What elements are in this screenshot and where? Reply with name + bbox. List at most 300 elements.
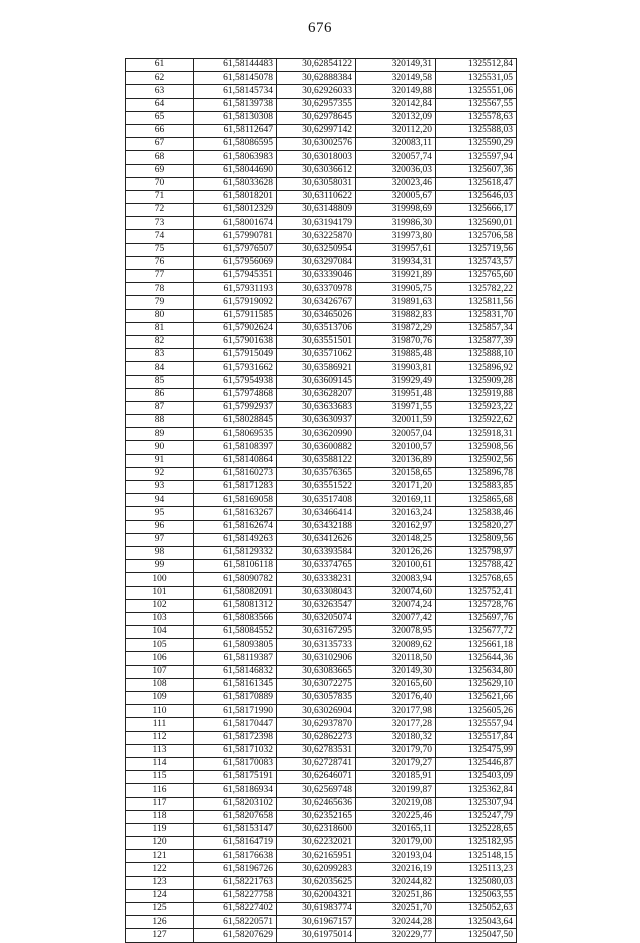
table-row bbox=[126, 507, 517, 520]
table-row bbox=[126, 784, 517, 797]
table-row bbox=[126, 349, 517, 362]
latitude-cell: 61,58083566 bbox=[194, 612, 277, 625]
latitude-cell: 61,58227402 bbox=[194, 903, 277, 916]
latitude-cell: 61,58172398 bbox=[194, 731, 277, 744]
latitude-cell: 61,58093805 bbox=[194, 639, 277, 652]
table-row bbox=[126, 217, 517, 230]
y-coordinate-cell: 1325661,18 bbox=[436, 639, 517, 652]
y-coordinate-cell: 1325838,46 bbox=[436, 507, 517, 520]
longitude-cell: 30,63370978 bbox=[277, 283, 356, 296]
longitude-cell: 30,62862273 bbox=[277, 731, 356, 744]
longitude-cell: 30,63225870 bbox=[277, 230, 356, 243]
table-row bbox=[126, 428, 517, 441]
y-coordinate-cell: 1325403,09 bbox=[436, 771, 517, 784]
x-coordinate-cell: 320112,20 bbox=[356, 124, 436, 137]
x-coordinate-cell: 320244,28 bbox=[356, 916, 436, 929]
y-coordinate-cell: 1325902,56 bbox=[436, 454, 517, 467]
table-row bbox=[126, 415, 517, 428]
longitude-cell: 30,63633683 bbox=[277, 401, 356, 414]
latitude-cell: 61,58186934 bbox=[194, 784, 277, 797]
x-coordinate-cell: 320165,11 bbox=[356, 823, 436, 836]
latitude-cell: 61,58112647 bbox=[194, 124, 277, 137]
y-coordinate-cell: 1325182,95 bbox=[436, 837, 517, 850]
longitude-cell: 30,62465636 bbox=[277, 797, 356, 810]
longitude-cell: 30,62165951 bbox=[277, 850, 356, 863]
x-coordinate-cell: 319951,48 bbox=[356, 388, 436, 401]
table-row bbox=[126, 190, 517, 203]
longitude-cell: 30,62997142 bbox=[277, 124, 356, 137]
y-coordinate-cell: 1325578,63 bbox=[436, 111, 517, 124]
y-coordinate-cell: 1325831,70 bbox=[436, 309, 517, 322]
y-coordinate-cell: 1325811,56 bbox=[436, 296, 517, 309]
x-coordinate-cell: 320176,40 bbox=[356, 692, 436, 705]
longitude-cell: 30,63308043 bbox=[277, 586, 356, 599]
x-coordinate-cell: 320244,82 bbox=[356, 876, 436, 889]
latitude-cell: 61,58176638 bbox=[194, 850, 277, 863]
latitude-cell: 61,57915049 bbox=[194, 349, 277, 362]
longitude-cell: 30,63002576 bbox=[277, 138, 356, 151]
table-row bbox=[126, 388, 517, 401]
longitude-cell: 30,63297084 bbox=[277, 256, 356, 269]
latitude-cell: 61,58171283 bbox=[194, 481, 277, 494]
longitude-cell: 30,62957355 bbox=[277, 98, 356, 111]
latitude-cell: 61,58196726 bbox=[194, 863, 277, 876]
y-coordinate-cell: 1325644,36 bbox=[436, 652, 517, 665]
table-row bbox=[126, 586, 517, 599]
latitude-cell: 61,58207658 bbox=[194, 810, 277, 823]
x-coordinate-cell: 320142,84 bbox=[356, 98, 436, 111]
latitude-cell: 61,58171990 bbox=[194, 705, 277, 718]
y-coordinate-cell: 1325052,63 bbox=[436, 903, 517, 916]
x-coordinate-cell: 320251,70 bbox=[356, 903, 436, 916]
point-number-cell: 67 bbox=[126, 138, 194, 151]
y-coordinate-cell: 1325634,80 bbox=[436, 665, 517, 678]
table-row bbox=[126, 823, 517, 836]
table-row bbox=[126, 243, 517, 256]
x-coordinate-cell: 320089,62 bbox=[356, 639, 436, 652]
point-number-cell: 102 bbox=[126, 599, 194, 612]
latitude-cell: 61,57976507 bbox=[194, 243, 277, 256]
y-coordinate-cell: 1325228,65 bbox=[436, 823, 517, 836]
x-coordinate-cell: 320118,50 bbox=[356, 652, 436, 665]
x-coordinate-cell: 320185,91 bbox=[356, 771, 436, 784]
x-coordinate-cell: 320149,58 bbox=[356, 72, 436, 85]
latitude-cell: 61,57902624 bbox=[194, 322, 277, 335]
table-row bbox=[126, 296, 517, 309]
latitude-cell: 61,57974868 bbox=[194, 388, 277, 401]
x-coordinate-cell: 320023,46 bbox=[356, 177, 436, 190]
table-row bbox=[126, 665, 517, 678]
latitude-cell: 61,58086595 bbox=[194, 138, 277, 151]
point-number-cell: 65 bbox=[126, 111, 194, 124]
point-number-cell: 121 bbox=[126, 850, 194, 863]
x-coordinate-cell: 320169,11 bbox=[356, 494, 436, 507]
y-coordinate-cell: 1325307,94 bbox=[436, 797, 517, 810]
table-row bbox=[126, 639, 517, 652]
table-row bbox=[126, 560, 517, 573]
longitude-cell: 30,63466414 bbox=[277, 507, 356, 520]
latitude-cell: 61,58129332 bbox=[194, 546, 277, 559]
table-row bbox=[126, 757, 517, 770]
y-coordinate-cell: 1325690,01 bbox=[436, 217, 517, 230]
longitude-cell: 30,63205074 bbox=[277, 612, 356, 625]
point-number-cell: 123 bbox=[126, 876, 194, 889]
y-coordinate-cell: 1325148,15 bbox=[436, 850, 517, 863]
longitude-cell: 30,63588122 bbox=[277, 454, 356, 467]
point-number-cell: 97 bbox=[126, 533, 194, 546]
table-row bbox=[126, 810, 517, 823]
x-coordinate-cell: 320180,32 bbox=[356, 731, 436, 744]
x-coordinate-cell: 320083,94 bbox=[356, 573, 436, 586]
latitude-cell: 61,58175191 bbox=[194, 771, 277, 784]
latitude-cell: 61,58140864 bbox=[194, 454, 277, 467]
latitude-cell: 61,58130308 bbox=[194, 111, 277, 124]
longitude-cell: 30,63102906 bbox=[277, 652, 356, 665]
longitude-cell: 30,63026904 bbox=[277, 705, 356, 718]
y-coordinate-cell: 1325719,56 bbox=[436, 243, 517, 256]
latitude-cell: 61,58108397 bbox=[194, 441, 277, 454]
x-coordinate-cell: 320251,86 bbox=[356, 889, 436, 902]
longitude-cell: 30,62783531 bbox=[277, 744, 356, 757]
table-row bbox=[126, 889, 517, 902]
point-number-cell: 64 bbox=[126, 98, 194, 111]
longitude-cell: 30,63571062 bbox=[277, 349, 356, 362]
table-row bbox=[126, 204, 517, 217]
x-coordinate-cell: 319891,63 bbox=[356, 296, 436, 309]
x-coordinate-cell: 320162,97 bbox=[356, 520, 436, 533]
point-number-cell: 118 bbox=[126, 810, 194, 823]
x-coordinate-cell: 320193,04 bbox=[356, 850, 436, 863]
point-number-cell: 80 bbox=[126, 309, 194, 322]
longitude-cell: 30,63576365 bbox=[277, 467, 356, 480]
x-coordinate-cell: 320177,98 bbox=[356, 705, 436, 718]
longitude-cell: 30,63339046 bbox=[277, 270, 356, 283]
point-number-cell: 124 bbox=[126, 889, 194, 902]
point-number-cell: 116 bbox=[126, 784, 194, 797]
point-number-cell: 103 bbox=[126, 612, 194, 625]
coordinates-table bbox=[125, 58, 517, 943]
longitude-cell: 30,62569748 bbox=[277, 784, 356, 797]
point-number-cell: 88 bbox=[126, 415, 194, 428]
latitude-cell: 61,57954938 bbox=[194, 375, 277, 388]
y-coordinate-cell: 1325597,94 bbox=[436, 151, 517, 164]
table-row bbox=[126, 705, 517, 718]
x-coordinate-cell: 320100,61 bbox=[356, 560, 436, 573]
latitude-cell: 61,58149263 bbox=[194, 533, 277, 546]
point-number-cell: 84 bbox=[126, 362, 194, 375]
y-coordinate-cell: 1325782,22 bbox=[436, 283, 517, 296]
x-coordinate-cell: 319973,80 bbox=[356, 230, 436, 243]
point-number-cell: 117 bbox=[126, 797, 194, 810]
page-number: 676 bbox=[308, 20, 332, 36]
table-row bbox=[126, 837, 517, 850]
y-coordinate-cell: 1325446,87 bbox=[436, 757, 517, 770]
x-coordinate-cell: 320074,60 bbox=[356, 586, 436, 599]
x-coordinate-cell: 320005,67 bbox=[356, 190, 436, 203]
point-number-cell: 90 bbox=[126, 441, 194, 454]
point-number-cell: 98 bbox=[126, 546, 194, 559]
point-number-cell: 93 bbox=[126, 481, 194, 494]
x-coordinate-cell: 320100,57 bbox=[356, 441, 436, 454]
latitude-cell: 61,58012329 bbox=[194, 204, 277, 217]
table-row bbox=[126, 72, 517, 85]
table-row bbox=[126, 59, 517, 72]
latitude-cell: 61,57931662 bbox=[194, 362, 277, 375]
table-row bbox=[126, 375, 517, 388]
longitude-cell: 30,63551522 bbox=[277, 481, 356, 494]
latitude-cell: 61,58170447 bbox=[194, 718, 277, 731]
point-number-cell: 92 bbox=[126, 467, 194, 480]
point-number-cell: 72 bbox=[126, 204, 194, 217]
x-coordinate-cell: 320216,19 bbox=[356, 863, 436, 876]
longitude-cell: 30,62646071 bbox=[277, 771, 356, 784]
table-row bbox=[126, 309, 517, 322]
latitude-cell: 61,58207629 bbox=[194, 929, 277, 942]
y-coordinate-cell: 1325567,55 bbox=[436, 98, 517, 111]
longitude-cell: 30,61983774 bbox=[277, 903, 356, 916]
x-coordinate-cell: 320179,27 bbox=[356, 757, 436, 770]
longitude-cell: 30,63263547 bbox=[277, 599, 356, 612]
longitude-cell: 30,62004321 bbox=[277, 889, 356, 902]
x-coordinate-cell: 320177,28 bbox=[356, 718, 436, 731]
y-coordinate-cell: 1325605,26 bbox=[436, 705, 517, 718]
latitude-cell: 61,58001674 bbox=[194, 217, 277, 230]
longitude-cell: 30,63338231 bbox=[277, 573, 356, 586]
table-row bbox=[126, 401, 517, 414]
latitude-cell: 61,58146832 bbox=[194, 665, 277, 678]
x-coordinate-cell: 320163,24 bbox=[356, 507, 436, 520]
latitude-cell: 61,58171032 bbox=[194, 744, 277, 757]
table-row bbox=[126, 335, 517, 348]
latitude-cell: 61,58044690 bbox=[194, 164, 277, 177]
y-coordinate-cell: 1325788,42 bbox=[436, 560, 517, 573]
point-number-cell: 78 bbox=[126, 283, 194, 296]
table-row bbox=[126, 850, 517, 863]
point-number-cell: 109 bbox=[126, 692, 194, 705]
x-coordinate-cell: 319971,55 bbox=[356, 401, 436, 414]
table-row bbox=[126, 322, 517, 335]
table-row bbox=[126, 573, 517, 586]
longitude-cell: 30,63058031 bbox=[277, 177, 356, 190]
latitude-cell: 61,57901638 bbox=[194, 335, 277, 348]
y-coordinate-cell: 1325865,68 bbox=[436, 494, 517, 507]
table-row bbox=[126, 612, 517, 625]
x-coordinate-cell: 320083,11 bbox=[356, 138, 436, 151]
longitude-cell: 30,63036612 bbox=[277, 164, 356, 177]
y-coordinate-cell: 1325919,88 bbox=[436, 388, 517, 401]
point-number-cell: 77 bbox=[126, 270, 194, 283]
point-number-cell: 114 bbox=[126, 757, 194, 770]
latitude-cell: 61,57931193 bbox=[194, 283, 277, 296]
latitude-cell: 61,58082091 bbox=[194, 586, 277, 599]
point-number-cell: 62 bbox=[126, 72, 194, 85]
y-coordinate-cell: 1325362,84 bbox=[436, 784, 517, 797]
y-coordinate-cell: 1325629,10 bbox=[436, 678, 517, 691]
y-coordinate-cell: 1325809,56 bbox=[436, 533, 517, 546]
point-number-cell: 127 bbox=[126, 929, 194, 942]
table-row bbox=[126, 124, 517, 137]
x-coordinate-cell: 320036,03 bbox=[356, 164, 436, 177]
table-row bbox=[126, 164, 517, 177]
point-number-cell: 76 bbox=[126, 256, 194, 269]
table-row bbox=[126, 744, 517, 757]
longitude-cell: 30,63135733 bbox=[277, 639, 356, 652]
table-row bbox=[126, 362, 517, 375]
y-coordinate-cell: 1325752,41 bbox=[436, 586, 517, 599]
x-coordinate-cell: 319934,31 bbox=[356, 256, 436, 269]
table-row bbox=[126, 797, 517, 810]
x-coordinate-cell: 320179,00 bbox=[356, 837, 436, 850]
x-coordinate-cell: 320179,70 bbox=[356, 744, 436, 757]
table-row bbox=[126, 270, 517, 283]
latitude-cell: 61,58164719 bbox=[194, 837, 277, 850]
longitude-cell: 30,61975014 bbox=[277, 929, 356, 942]
y-coordinate-cell: 1325475,99 bbox=[436, 744, 517, 757]
longitude-cell: 30,63250954 bbox=[277, 243, 356, 256]
table-row bbox=[126, 599, 517, 612]
y-coordinate-cell: 1325798,97 bbox=[436, 546, 517, 559]
point-number-cell: 112 bbox=[126, 731, 194, 744]
latitude-cell: 61,58170889 bbox=[194, 692, 277, 705]
longitude-cell: 30,63412626 bbox=[277, 533, 356, 546]
longitude-cell: 30,62854122 bbox=[277, 59, 356, 72]
table-row bbox=[126, 626, 517, 639]
point-number-cell: 85 bbox=[126, 375, 194, 388]
x-coordinate-cell: 319921,89 bbox=[356, 270, 436, 283]
table-row bbox=[126, 454, 517, 467]
longitude-cell: 30,63194179 bbox=[277, 217, 356, 230]
table-row bbox=[126, 520, 517, 533]
point-number-cell: 108 bbox=[126, 678, 194, 691]
point-number-cell: 122 bbox=[126, 863, 194, 876]
point-number-cell: 119 bbox=[126, 823, 194, 836]
point-number-cell: 82 bbox=[126, 335, 194, 348]
point-number-cell: 120 bbox=[126, 837, 194, 850]
table-row bbox=[126, 678, 517, 691]
table-row bbox=[126, 467, 517, 480]
table-row bbox=[126, 283, 517, 296]
longitude-cell: 30,62926033 bbox=[277, 85, 356, 98]
longitude-cell: 30,63551501 bbox=[277, 335, 356, 348]
latitude-cell: 61,58139738 bbox=[194, 98, 277, 111]
x-coordinate-cell: 320011,59 bbox=[356, 415, 436, 428]
point-number-cell: 110 bbox=[126, 705, 194, 718]
point-number-cell: 125 bbox=[126, 903, 194, 916]
point-number-cell: 107 bbox=[126, 665, 194, 678]
point-number-cell: 101 bbox=[126, 586, 194, 599]
x-coordinate-cell: 320057,74 bbox=[356, 151, 436, 164]
x-coordinate-cell: 320165,60 bbox=[356, 678, 436, 691]
x-coordinate-cell: 319905,75 bbox=[356, 283, 436, 296]
longitude-cell: 30,62937870 bbox=[277, 718, 356, 731]
latitude-cell: 61,58221763 bbox=[194, 876, 277, 889]
longitude-cell: 30,63018003 bbox=[277, 151, 356, 164]
table-row bbox=[126, 718, 517, 731]
x-coordinate-cell: 320149,31 bbox=[356, 59, 436, 72]
y-coordinate-cell: 1325512,84 bbox=[436, 59, 517, 72]
point-number-cell: 94 bbox=[126, 494, 194, 507]
longitude-cell: 30,63072275 bbox=[277, 678, 356, 691]
longitude-cell: 30,63630937 bbox=[277, 415, 356, 428]
longitude-cell: 30,63148809 bbox=[277, 204, 356, 217]
latitude-cell: 61,58084552 bbox=[194, 626, 277, 639]
y-coordinate-cell: 1325618,47 bbox=[436, 177, 517, 190]
table-row bbox=[126, 876, 517, 889]
point-number-cell: 100 bbox=[126, 573, 194, 586]
longitude-cell: 30,62978645 bbox=[277, 111, 356, 124]
table-row bbox=[126, 98, 517, 111]
y-coordinate-cell: 1325908,56 bbox=[436, 441, 517, 454]
x-coordinate-cell: 320057,04 bbox=[356, 428, 436, 441]
latitude-cell: 61,57911585 bbox=[194, 309, 277, 322]
y-coordinate-cell: 1325743,57 bbox=[436, 256, 517, 269]
x-coordinate-cell: 319903,81 bbox=[356, 362, 436, 375]
point-number-cell: 79 bbox=[126, 296, 194, 309]
longitude-cell: 30,62888384 bbox=[277, 72, 356, 85]
latitude-cell: 61,57990781 bbox=[194, 230, 277, 243]
y-coordinate-cell: 1325923,22 bbox=[436, 401, 517, 414]
latitude-cell: 61,57992937 bbox=[194, 401, 277, 414]
longitude-cell: 30,63628207 bbox=[277, 388, 356, 401]
y-coordinate-cell: 1325857,34 bbox=[436, 322, 517, 335]
point-number-cell: 115 bbox=[126, 771, 194, 784]
point-number-cell: 91 bbox=[126, 454, 194, 467]
y-coordinate-cell: 1325697,76 bbox=[436, 612, 517, 625]
longitude-cell: 30,61967157 bbox=[277, 916, 356, 929]
point-number-cell: 105 bbox=[126, 639, 194, 652]
y-coordinate-cell: 1325888,10 bbox=[436, 349, 517, 362]
longitude-cell: 30,62099283 bbox=[277, 863, 356, 876]
y-coordinate-cell: 1325557,94 bbox=[436, 718, 517, 731]
longitude-cell: 30,63057835 bbox=[277, 692, 356, 705]
latitude-cell: 61,58169058 bbox=[194, 494, 277, 507]
x-coordinate-cell: 320136,89 bbox=[356, 454, 436, 467]
y-coordinate-cell: 1325909,28 bbox=[436, 375, 517, 388]
x-coordinate-cell: 320132,09 bbox=[356, 111, 436, 124]
point-number-cell: 66 bbox=[126, 124, 194, 137]
table-row bbox=[126, 441, 517, 454]
y-coordinate-cell: 1325113,23 bbox=[436, 863, 517, 876]
y-coordinate-cell: 1325043,64 bbox=[436, 916, 517, 929]
latitude-cell: 61,58119387 bbox=[194, 652, 277, 665]
y-coordinate-cell: 1325883,85 bbox=[436, 481, 517, 494]
x-coordinate-cell: 320171,20 bbox=[356, 481, 436, 494]
point-number-cell: 87 bbox=[126, 401, 194, 414]
table-row bbox=[126, 138, 517, 151]
point-number-cell: 61 bbox=[126, 59, 194, 72]
x-coordinate-cell: 320148,25 bbox=[356, 533, 436, 546]
longitude-cell: 30,63167295 bbox=[277, 626, 356, 639]
point-number-cell: 71 bbox=[126, 190, 194, 203]
point-number-cell: 75 bbox=[126, 243, 194, 256]
table-row bbox=[126, 771, 517, 784]
x-coordinate-cell: 320158,65 bbox=[356, 467, 436, 480]
table-row bbox=[126, 546, 517, 559]
point-number-cell: 126 bbox=[126, 916, 194, 929]
point-number-cell: 89 bbox=[126, 428, 194, 441]
x-coordinate-cell: 320219,08 bbox=[356, 797, 436, 810]
y-coordinate-cell: 1325621,66 bbox=[436, 692, 517, 705]
table-row bbox=[126, 533, 517, 546]
latitude-cell: 61,58028845 bbox=[194, 415, 277, 428]
y-coordinate-cell: 1325877,39 bbox=[436, 335, 517, 348]
latitude-cell: 61,58163267 bbox=[194, 507, 277, 520]
table-row bbox=[126, 652, 517, 665]
latitude-cell: 61,57945351 bbox=[194, 270, 277, 283]
longitude-cell: 30,63393584 bbox=[277, 546, 356, 559]
longitude-cell: 30,63586921 bbox=[277, 362, 356, 375]
latitude-cell: 61,58081312 bbox=[194, 599, 277, 612]
